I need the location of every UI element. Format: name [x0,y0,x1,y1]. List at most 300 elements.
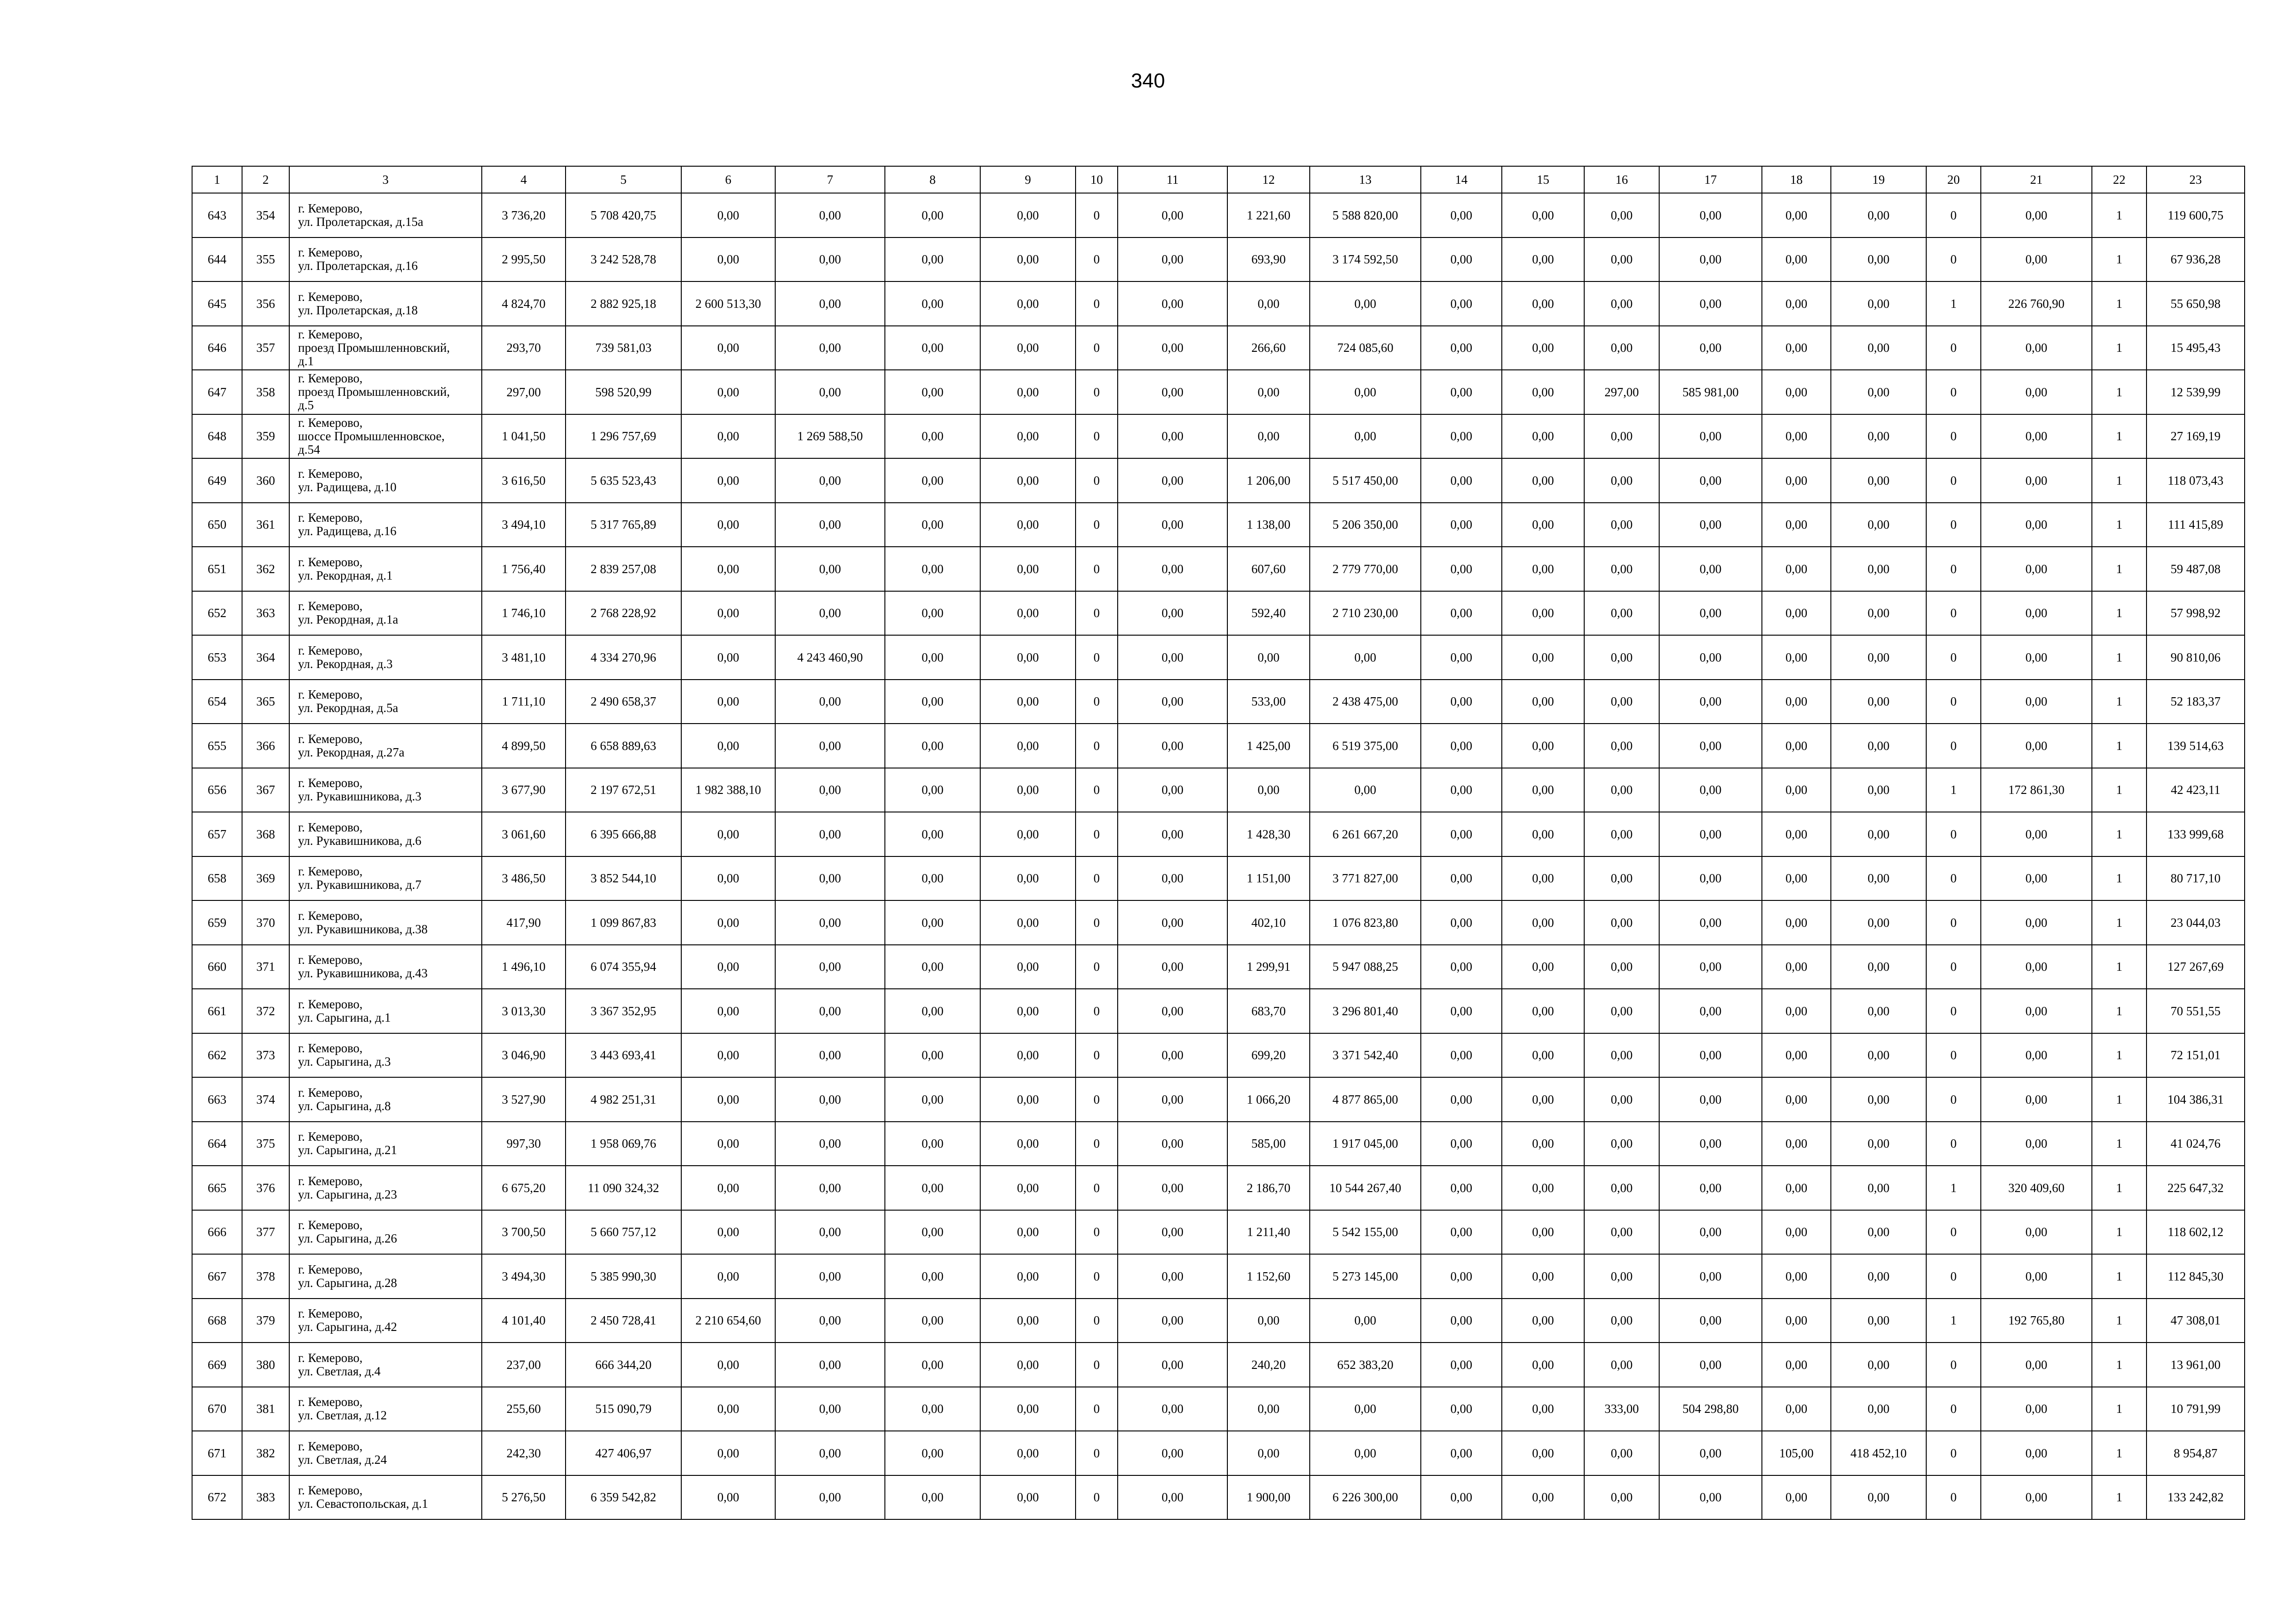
table-cell: 0,00 [885,1254,980,1299]
table-row [192,591,2245,636]
table-cell: 5 542 155,00 [1310,1210,1421,1255]
table-cell: 0,00 [885,591,980,636]
table-cell: 41 024,76 [2147,1122,2245,1166]
table-cell: 0,00 [681,1387,775,1431]
table-cell: 0,00 [980,724,1076,768]
table-cell: 0,00 [980,193,1076,237]
table-cell: 1 138,00 [1227,503,1310,547]
table-cell: 665 [192,1166,242,1210]
table-cell: 0,00 [681,1033,775,1078]
table-cell: 5 947 088,25 [1310,945,1421,989]
table-cell: 0,00 [681,680,775,724]
table-cell: 0 [1926,458,1981,503]
table-cell: 0,00 [1584,680,1659,724]
page-number: 340 [1131,69,1165,92]
table-cell: 0,00 [980,1122,1076,1166]
table-cell: 0,00 [1421,503,1502,547]
table-cell: 0 [1076,724,1118,768]
table-cell: 369 [242,856,289,901]
table-cell: 0 [1926,326,1981,370]
column-header: 21 [1981,166,2092,193]
table-cell: 0,00 [1421,1431,1502,1475]
table-cell: 0 [1926,1343,1981,1387]
column-header: 22 [2092,166,2147,193]
table-cell: 0,00 [1659,1122,1762,1166]
table-cell: 0,00 [1421,547,1502,591]
table-cell: 0,00 [885,1210,980,1255]
column-header: 5 [566,166,681,193]
table-cell: 4 877 865,00 [1310,1077,1421,1122]
table-cell: 0 [1076,1299,1118,1343]
table-cell: 0,00 [1981,326,2092,370]
table-cell: 0,00 [885,1033,980,1078]
table-cell: 0,00 [980,1254,1076,1299]
table-cell: 6 261 667,20 [1310,812,1421,856]
table-cell: 0,00 [1118,326,1227,370]
table-row [192,724,2245,768]
address-cell: г. Кемерово, ул. Сарыгина, д.8 [289,1077,482,1122]
table-cell: 0,00 [1831,768,1926,812]
table-cell: 0,00 [1502,856,1584,901]
table-cell: 0,00 [1831,1033,1926,1078]
table-cell: 417,90 [482,900,566,945]
table-cell: 0,00 [1762,768,1831,812]
table-cell: 0,00 [1981,591,2092,636]
table-cell: 5 276,50 [482,1475,566,1520]
table-cell: 0,00 [1421,237,1502,282]
table-cell: 0,00 [1659,724,1762,768]
table-cell: 1 756,40 [482,547,566,591]
table-cell: 1 496,10 [482,945,566,989]
table-cell: 3 061,60 [482,812,566,856]
table-cell: 192 765,80 [1981,1299,2092,1343]
column-header: 18 [1762,166,1831,193]
table-cell: 1 [2092,1475,2147,1520]
table-cell: 0,00 [1502,1166,1584,1210]
table-cell: 0,00 [1584,1166,1659,1210]
table-cell: 0 [1076,1475,1118,1520]
table-cell: 0 [1076,1033,1118,1078]
table-header-row [192,166,2245,193]
table-cell: 3 771 827,00 [1310,856,1421,901]
table-cell: 382 [242,1431,289,1475]
table-cell: 0,00 [1981,856,2092,901]
column-header: 15 [1502,166,1584,193]
address-cell: г. Кемерово, ул. Пролетарская, д.15а [289,193,482,237]
table-cell: 226 760,90 [1981,281,2092,326]
table-cell: 1 [2092,1299,2147,1343]
table-cell: 0,00 [1118,1431,1227,1475]
table-cell: 0,00 [1762,1475,1831,1520]
table-cell: 0,00 [681,237,775,282]
table-cell: 0,00 [1659,237,1762,282]
table-row [192,680,2245,724]
table-cell: 139 514,63 [2147,724,2245,768]
table-cell: 0,00 [1659,414,1762,459]
table-cell: 0,00 [1659,1077,1762,1122]
table-cell: 3 736,20 [482,193,566,237]
address-cell: г. Кемерово, ул. Сарыгина, д.28 [289,1254,482,1299]
table-cell: 0,00 [885,680,980,724]
table-cell: 383 [242,1475,289,1520]
table-cell: 10 791,99 [2147,1387,2245,1431]
table-cell: 666 [192,1210,242,1255]
address-cell: г. Кемерово, проезд Промышленновский, д.5 [289,370,482,414]
table-cell: 0,00 [775,281,885,326]
table-cell: 0,00 [1118,1033,1227,1078]
table-cell: 0,00 [1762,1122,1831,1166]
address-cell: г. Кемерово, ул. Рукавишникова, д.43 [289,945,482,989]
table-cell: 657 [192,812,242,856]
table-cell: 0,00 [885,503,980,547]
table-cell: 0,00 [980,945,1076,989]
table-cell: 0,00 [1421,1166,1502,1210]
address-cell: г. Кемерово, ул. Сарыгина, д.1 [289,989,482,1033]
table-cell: 644 [192,237,242,282]
table-cell: 0,00 [1831,414,1926,459]
table-cell: 0,00 [775,326,885,370]
table-cell: 0,00 [1659,945,1762,989]
table-cell: 0 [1076,768,1118,812]
address-cell: г. Кемерово, проезд Промышленновский, д.1 [289,326,482,370]
table-cell: 0,00 [1502,414,1584,459]
table-cell: 3 852 544,10 [566,856,681,901]
table-cell: 0,00 [1118,237,1227,282]
table-cell: 0,00 [1310,1299,1421,1343]
table-cell: 0,00 [980,635,1076,680]
table-cell: 0,00 [1421,281,1502,326]
table-cell: 0,00 [1831,680,1926,724]
table-cell: 0,00 [775,900,885,945]
table-cell: 371 [242,945,289,989]
table-cell: 0,00 [775,989,885,1033]
table-cell: 0,00 [681,989,775,1033]
table-row [192,1431,2245,1475]
table-cell: 5 635 523,43 [566,458,681,503]
table-cell: 0 [1076,591,1118,636]
table-cell: 0,00 [1502,900,1584,945]
table-cell: 0,00 [1502,193,1584,237]
table-cell: 1 982 388,10 [681,768,775,812]
table-cell: 1 [2092,370,2147,414]
table-cell: 3 486,50 [482,856,566,901]
table-cell: 0,00 [1981,989,2092,1033]
table-cell: 592,40 [1227,591,1310,636]
table-cell: 0,00 [775,237,885,282]
table-cell: 0,00 [1310,414,1421,459]
table-cell: 1 [2092,237,2147,282]
column-header: 2 [242,166,289,193]
table-cell: 1 [2092,856,2147,901]
table-cell: 0,00 [1421,768,1502,812]
table-cell: 0,00 [1584,812,1659,856]
table-cell: 3 527,90 [482,1077,566,1122]
table-cell: 0,00 [1981,503,2092,547]
table-cell: 333,00 [1584,1387,1659,1431]
table-cell: 0 [1076,900,1118,945]
table-cell: 662 [192,1033,242,1078]
table-cell: 0 [1076,547,1118,591]
table-cell: 6 395 666,88 [566,812,681,856]
table-cell: 0,00 [1118,856,1227,901]
table-cell: 0,00 [1659,635,1762,680]
table-cell: 370 [242,900,289,945]
table-cell: 0,00 [980,989,1076,1033]
table-cell: 1 [1926,1299,1981,1343]
table-cell: 0,00 [1118,591,1227,636]
table-cell: 364 [242,635,289,680]
table-cell: 8 954,87 [2147,1431,2245,1475]
table-cell: 0,00 [1831,326,1926,370]
table-cell: 0,00 [980,547,1076,591]
table-cell: 0,00 [775,1254,885,1299]
table-row [192,458,2245,503]
table-cell: 0,00 [1227,635,1310,680]
column-header: 16 [1584,166,1659,193]
table-cell: 0,00 [1118,900,1227,945]
table-cell: 0,00 [1981,900,2092,945]
table-cell: 0,00 [1762,458,1831,503]
table-cell: 0,00 [1659,680,1762,724]
table-cell: 0,00 [775,370,885,414]
table-cell: 0,00 [885,1475,980,1520]
address-cell: г. Кемерово, ул. Рукавишникова, д.38 [289,900,482,945]
address-cell: г. Кемерово, ул. Рукавишникова, д.7 [289,856,482,901]
table-row [192,900,2245,945]
table-cell: 0,00 [1421,724,1502,768]
table-cell: 0,00 [1659,458,1762,503]
table-cell: 0,00 [1421,1033,1502,1078]
table-cell: 0,00 [1981,1431,2092,1475]
table-cell: 0 [1076,680,1118,724]
table-cell: 360 [242,458,289,503]
table-cell: 0,00 [1502,1210,1584,1255]
table-cell: 0,00 [1421,591,1502,636]
table-cell: 739 581,03 [566,326,681,370]
table-cell: 0,00 [885,237,980,282]
table-cell: 0,00 [1981,547,2092,591]
table-cell: 0,00 [1584,989,1659,1033]
table-cell: 105,00 [1762,1431,1831,1475]
table-cell: 0 [1076,281,1118,326]
table-cell: 0,00 [980,856,1076,901]
address-cell: г. Кемерово, ул. Светлая, д.12 [289,1387,482,1431]
table-cell: 0,00 [1762,680,1831,724]
table-cell: 0,00 [1118,1210,1227,1255]
column-header: 12 [1227,166,1310,193]
table-cell: 0,00 [1981,414,2092,459]
table-cell: 0,00 [885,1387,980,1431]
address-cell: г. Кемерово, ул. Светлая, д.24 [289,1431,482,1475]
table-cell: 0 [1926,635,1981,680]
table-row [192,414,2245,459]
table-cell: 5 708 420,75 [566,193,681,237]
table-cell: 127 267,69 [2147,945,2245,989]
table-cell: 0,00 [1831,1166,1926,1210]
table-cell: 1 [2092,281,2147,326]
table-row [192,281,2245,326]
table-cell: 1 [2092,635,2147,680]
table-cell: 4 899,50 [482,724,566,768]
table-cell: 0,00 [1118,1387,1227,1431]
table-cell: 0,00 [681,1431,775,1475]
table-cell: 0,00 [775,193,885,237]
table-cell: 0,00 [1981,812,2092,856]
table-cell: 0,00 [1118,635,1227,680]
table-cell: 0,00 [1502,1475,1584,1520]
table-cell: 0,00 [1310,635,1421,680]
table-cell: 0,00 [1502,458,1584,503]
table-cell: 0,00 [1831,237,1926,282]
table-cell: 0,00 [681,900,775,945]
table-cell: 0,00 [885,900,980,945]
table-cell: 1 [2092,547,2147,591]
table-cell: 0,00 [1584,1033,1659,1078]
table-cell: 0,00 [1118,1299,1227,1343]
table-cell: 6 675,20 [482,1166,566,1210]
table-cell: 0,00 [681,1166,775,1210]
table-cell: 374 [242,1077,289,1122]
table-cell: 3 046,90 [482,1033,566,1078]
table-cell: 0,00 [1762,1299,1831,1343]
table-cell: 0,00 [1831,193,1926,237]
table-cell: 0,00 [1421,193,1502,237]
column-header: 3 [289,166,482,193]
table-cell: 0,00 [885,945,980,989]
table-cell: 0 [1076,989,1118,1033]
table-cell: 23 044,03 [2147,900,2245,945]
table-cell: 0,00 [885,812,980,856]
table-cell: 2 186,70 [1227,1166,1310,1210]
table-cell: 0,00 [1310,370,1421,414]
table-cell: 0,00 [681,193,775,237]
table-cell: 0,00 [1584,768,1659,812]
table-cell: 72 151,01 [2147,1033,2245,1078]
table-cell: 0,00 [980,370,1076,414]
table-cell: 0,00 [1981,193,2092,237]
table-row [192,1033,2245,1078]
table-cell: 1 711,10 [482,680,566,724]
table-cell: 0 [1926,237,1981,282]
table-cell: 0,00 [1584,724,1659,768]
table-cell: 0 [1076,414,1118,459]
table-cell: 10 544 267,40 [1310,1166,1421,1210]
table-cell: 0,00 [681,1077,775,1122]
table-cell: 0,00 [681,1475,775,1520]
table-cell: 0,00 [1502,1299,1584,1343]
table-cell: 0,00 [1981,1033,2092,1078]
table-cell: 0,00 [1118,945,1227,989]
table-cell: 0,00 [1502,1254,1584,1299]
table-row [192,1387,2245,1431]
table-cell: 0 [1076,1387,1118,1431]
table-cell: 0,00 [681,945,775,989]
table-cell: 0,00 [1118,458,1227,503]
table-cell: 0,00 [980,458,1076,503]
table-cell: 0,00 [1762,414,1831,459]
table-cell: 0,00 [1502,281,1584,326]
table-cell: 0,00 [681,635,775,680]
table-cell: 4 824,70 [482,281,566,326]
table-cell: 0,00 [980,1077,1076,1122]
table-cell: 55 650,98 [2147,281,2245,326]
table-cell: 0,00 [980,1210,1076,1255]
table-cell: 0,00 [1421,326,1502,370]
table-cell: 0,00 [1981,1343,2092,1387]
table-cell: 0,00 [1659,1431,1762,1475]
table-cell: 0,00 [1227,370,1310,414]
table-cell: 647 [192,370,242,414]
table-cell: 362 [242,547,289,591]
table-cell: 0,00 [1584,900,1659,945]
table-cell: 0,00 [1584,856,1659,901]
table-cell: 0,00 [681,370,775,414]
table-cell: 0,00 [1118,414,1227,459]
table-cell: 0,00 [1831,1299,1926,1343]
table-cell: 112 845,30 [2147,1254,2245,1299]
table-row [192,1122,2245,1166]
table-cell: 0,00 [1659,1299,1762,1343]
table-cell: 0,00 [1502,1431,1584,1475]
table-cell: 0,00 [885,1431,980,1475]
table-cell: 3 700,50 [482,1210,566,1255]
address-cell: г. Кемерово, ул. Рукавишникова, д.3 [289,768,482,812]
table-cell: 0,00 [775,1033,885,1078]
table-cell: 0,00 [1762,326,1831,370]
table-cell: 3 174 592,50 [1310,237,1421,282]
table-cell: 240,20 [1227,1343,1310,1387]
table-cell: 1 [2092,1387,2147,1431]
table-cell: 0,00 [885,370,980,414]
table-cell: 0,00 [1659,1343,1762,1387]
table-cell: 0,00 [1421,635,1502,680]
table-cell: 0,00 [1584,1343,1659,1387]
table-cell: 0,00 [775,458,885,503]
column-header: 20 [1926,166,1981,193]
table-cell: 533,00 [1227,680,1310,724]
table-cell: 1 [1926,1166,1981,1210]
table-cell: 3 371 542,40 [1310,1033,1421,1078]
column-header: 10 [1076,166,1118,193]
table-cell: 1 917 045,00 [1310,1122,1421,1166]
table-cell: 133 999,68 [2147,812,2245,856]
table-cell: 645 [192,281,242,326]
table-cell: 0,00 [1762,370,1831,414]
table-cell: 585 981,00 [1659,370,1762,414]
table-cell: 375 [242,1122,289,1166]
table-cell: 0,00 [1981,237,2092,282]
table-cell: 0,00 [681,1210,775,1255]
table-cell: 0,00 [1659,812,1762,856]
table-cell: 651 [192,547,242,591]
table-row [192,856,2245,901]
table-cell: 4 982 251,31 [566,1077,681,1122]
column-header: 6 [681,166,775,193]
table-cell: 0,00 [1584,1475,1659,1520]
table-cell: 0,00 [980,503,1076,547]
table-cell: 0,00 [1118,724,1227,768]
table-cell: 0,00 [1421,812,1502,856]
table-cell: 0,00 [1421,1254,1502,1299]
address-cell: г. Кемерово, ул. Сарыгина, д.3 [289,1033,482,1078]
table-cell: 0,00 [1584,237,1659,282]
table-cell: 0,00 [775,1077,885,1122]
table-cell: 1 [2092,724,2147,768]
table-cell: 1 958 069,76 [566,1122,681,1166]
table-cell: 0,00 [1584,1254,1659,1299]
table-cell: 0,00 [1831,1343,1926,1387]
table-cell: 0,00 [1421,1387,1502,1431]
